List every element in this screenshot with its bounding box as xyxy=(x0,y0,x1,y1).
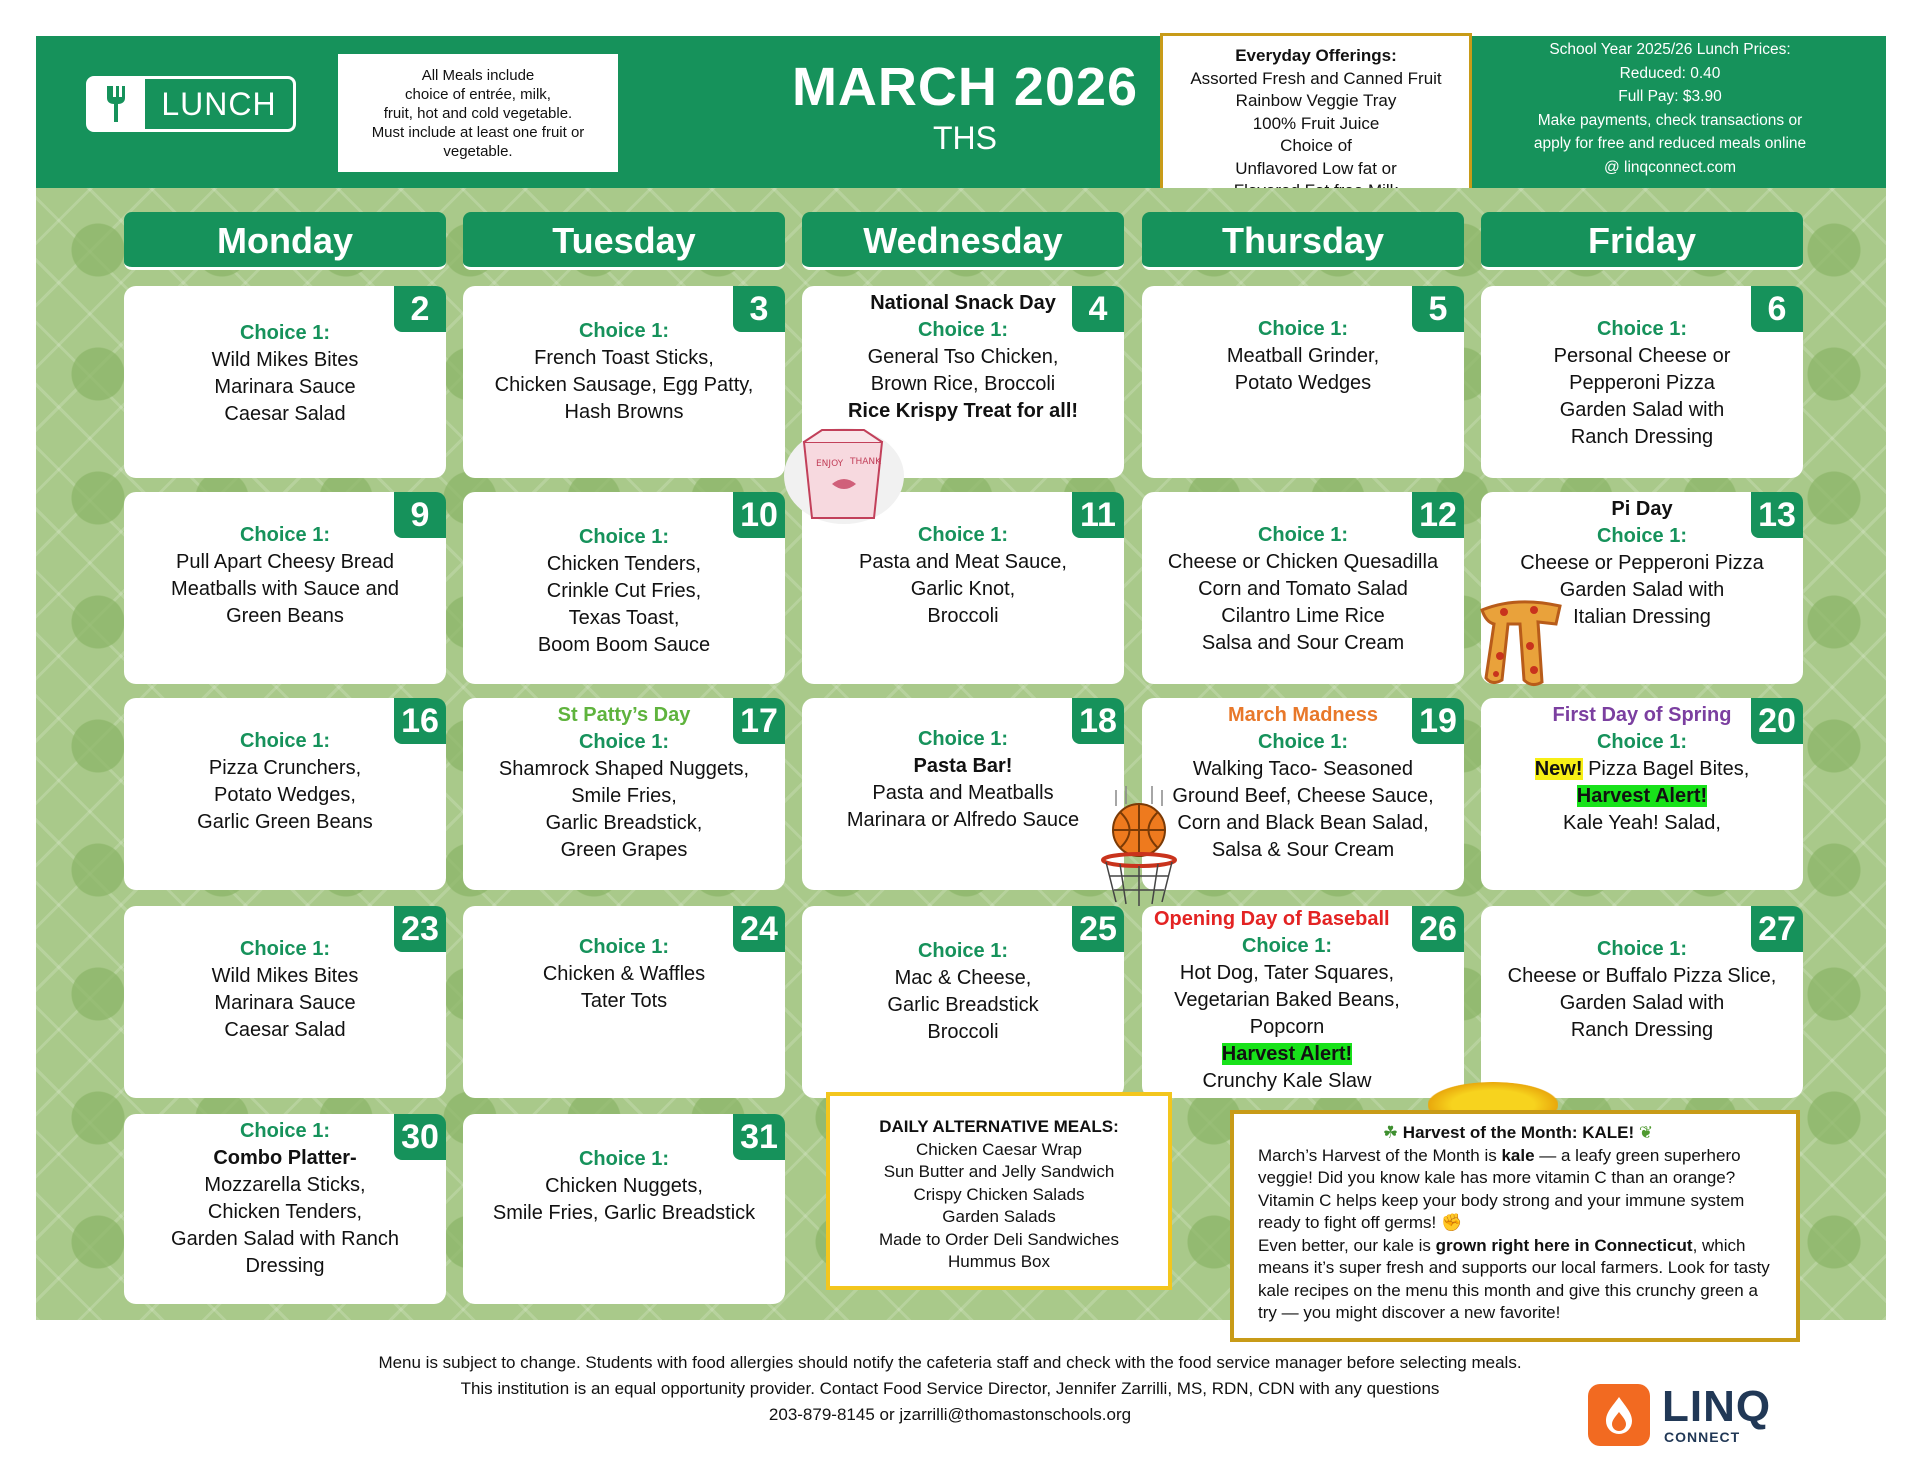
menu-line: Dressing xyxy=(245,1255,325,1277)
menu-line-bold: Pasta Bar! xyxy=(913,755,1013,777)
footer-line: Menu is subject to change. Students with food allergies should notify the cafeteria staff and check with the food service manager before selecting meals. xyxy=(378,1353,1522,1372)
calendar-day xyxy=(1142,286,1464,478)
choice-label: Choice 1: xyxy=(1257,524,1349,546)
choice-label: Choice 1: xyxy=(917,524,1009,546)
day-number: 9 xyxy=(394,492,446,538)
harvest-of-month-box xyxy=(1230,1110,1800,1342)
choice-label: Choice 1: xyxy=(578,936,670,958)
menu-line: Pull Apart Cheesy Bread xyxy=(176,551,394,573)
meals-note-line: All Meals include xyxy=(421,67,535,84)
meals-note-line: Must include at least one fruit or xyxy=(371,124,585,141)
menu-line: Green Grapes xyxy=(560,839,688,861)
menu-line: Pasta and Meatballs xyxy=(872,782,1054,804)
menu-line: Salsa and Sour Cream xyxy=(1201,632,1405,654)
choice-label: Choice 1: xyxy=(917,940,1009,962)
lunch-prices xyxy=(1480,38,1860,179)
menu-line: Marinara Sauce xyxy=(214,376,356,398)
alternative-item: Crispy Chicken Salads xyxy=(913,1184,1085,1204)
alternatives-heading: DAILY ALTERNATIVE MEALS: xyxy=(879,1117,1119,1136)
menu-line: Ranch Dressing xyxy=(1570,426,1714,448)
weekday-friday: Friday xyxy=(1481,212,1803,270)
fork-icon xyxy=(89,79,145,129)
prices-link[interactable]: @ linqconnect.com xyxy=(1603,158,1737,176)
menu-line: Garlic Breadstick xyxy=(887,994,1039,1016)
prices-line: School Year 2025/26 Lunch Prices: xyxy=(1549,41,1791,58)
menu-line: Potato Wedges xyxy=(1234,372,1372,394)
menu-line: Pepperoni Pizza xyxy=(1569,372,1715,394)
menu-line: Corn and Black Bean Salad, xyxy=(1177,812,1429,834)
menu-line: Meatball Grinder, xyxy=(1226,345,1380,367)
meals-note-line: fruit, hot and cold vegetable. xyxy=(383,105,573,122)
choice-label: Choice 1: xyxy=(239,322,331,344)
menu-line: Tater Tots xyxy=(580,990,668,1012)
everyday-line: 100% Fruit Juice xyxy=(1252,113,1380,133)
day-number: 4 xyxy=(1072,286,1124,332)
everyday-line: Choice of xyxy=(1280,136,1352,155)
menu-line: Ground Beef, Cheese Sauce, xyxy=(1172,785,1434,807)
menu-line: French Toast Sticks, xyxy=(534,347,714,369)
pizza-pi-icon xyxy=(1476,596,1564,690)
special-day-label: St Patty’s Day xyxy=(557,704,691,726)
special-day-label: March Madness xyxy=(1227,704,1379,726)
calendar-day xyxy=(1142,698,1464,890)
choice-label: Choice 1: xyxy=(239,1120,331,1142)
menu-line: Smile Fries, xyxy=(571,785,677,807)
harvest-alert-tag: Harvest Alert! xyxy=(1576,785,1708,807)
menu-line: Garlic Green Beans xyxy=(197,811,373,833)
menu-line: Cheese or Chicken Quesadilla xyxy=(1167,551,1439,573)
day-number: 10 xyxy=(733,492,785,538)
special-day-label: Pi Day xyxy=(1611,498,1673,520)
menu-line: Ranch Dressing xyxy=(1570,1019,1714,1041)
everyday-offerings-box xyxy=(1160,33,1472,209)
choice-label: Choice 1: xyxy=(917,319,1009,341)
svg-text:THANK: THANK xyxy=(850,457,882,467)
special-day-label: First Day of Spring xyxy=(1552,704,1732,726)
calendar-day xyxy=(1481,698,1803,890)
day-number: 13 xyxy=(1751,492,1803,538)
choice-label: Choice 1: xyxy=(1596,318,1688,340)
choice-label: Choice 1: xyxy=(917,728,1009,750)
page-title xyxy=(750,56,1180,157)
menu-line: Vegetarian Baked Beans, xyxy=(1174,989,1400,1011)
calendar-day xyxy=(124,1114,446,1304)
menu-line: Texas Toast, xyxy=(568,607,680,629)
meals-note-box xyxy=(334,50,622,176)
choice-label: Choice 1: xyxy=(578,1148,670,1170)
menu-line: Pasta and Meat Sauce, xyxy=(859,551,1067,573)
everyday-line: Unflavored Low fat or xyxy=(1235,158,1397,178)
alternative-item: Sun Butter and Jelly Sandwich xyxy=(883,1162,1115,1181)
day-number: 18 xyxy=(1072,698,1124,744)
school-subtitle: THS xyxy=(933,120,997,156)
everyday-line: Rainbow Veggie Tray xyxy=(1235,91,1397,110)
calendar-day xyxy=(124,492,446,684)
menu-line: Kale Yeah! Salad, xyxy=(1563,812,1721,834)
menu-line: Garlic Breadstick, xyxy=(545,812,703,834)
choice-label: Choice 1: xyxy=(1241,935,1333,957)
menu-line: Cheese or Pepperoni Pizza xyxy=(1520,552,1764,574)
seedling-icon: ☘ xyxy=(1382,1123,1399,1142)
menu-line: Chicken Nuggets, xyxy=(545,1175,703,1197)
menu-line: Meatballs with Sauce and xyxy=(171,578,399,600)
day-number: 30 xyxy=(394,1114,446,1160)
day-number: 23 xyxy=(394,906,446,952)
menu-line: Caesar Salad xyxy=(224,1019,346,1041)
new-tag: New! xyxy=(1534,758,1583,780)
calendar-day xyxy=(1142,906,1464,1098)
alternative-item: Made to Order Deli Sandwiches xyxy=(878,1229,1119,1249)
linq-connect-logo xyxy=(1588,1380,1818,1450)
kale-icon: ❦ xyxy=(1638,1123,1654,1142)
takeout-box-icon xyxy=(782,424,906,526)
menu-line: Garden Salad with xyxy=(1559,579,1725,601)
day-number: 31 xyxy=(733,1114,785,1160)
calendar-day xyxy=(124,286,446,478)
brand-name: LINQ xyxy=(1662,1382,1772,1431)
menu-line xyxy=(1481,756,1803,783)
day-number: 25 xyxy=(1072,906,1124,952)
everyday-heading: Everyday Offerings: xyxy=(1235,46,1397,65)
weekday-wednesday: Wednesday xyxy=(802,212,1124,270)
choice-label: Choice 1: xyxy=(239,524,331,546)
calendar-day xyxy=(802,698,1124,890)
menu-line: Garden Salad with xyxy=(1559,399,1725,421)
menu-line: Crinkle Cut Fries, xyxy=(546,580,702,602)
day-number: 5 xyxy=(1412,286,1464,332)
menu-line: Caesar Salad xyxy=(224,403,346,425)
calendar-day xyxy=(124,698,446,890)
choice-label: Choice 1: xyxy=(1257,731,1349,753)
day-number: 6 xyxy=(1751,286,1803,332)
day-number: 20 xyxy=(1751,698,1803,744)
menu-line: Crunchy Kale Slaw xyxy=(1202,1070,1372,1092)
brand-tagline: CONNECT xyxy=(1664,1429,1741,1445)
menu-line: Mozzarella Sticks, xyxy=(204,1174,366,1196)
menu-line: Personal Cheese or xyxy=(1553,345,1731,367)
weekday-monday: Monday xyxy=(124,212,446,270)
choice-label: Choice 1: xyxy=(1257,318,1349,340)
menu-line: Italian Dressing xyxy=(1573,606,1711,628)
day-number: 24 xyxy=(733,906,785,952)
day-number: 16 xyxy=(394,698,446,744)
day-number: 26 xyxy=(1412,906,1464,952)
menu-line: Hot Dog, Tater Squares, xyxy=(1179,962,1395,984)
flame-icon xyxy=(1588,1384,1650,1446)
menu-line: Garden Salad with Ranch xyxy=(171,1228,399,1250)
footer-notice xyxy=(260,1350,1640,1428)
calendar-day xyxy=(1142,492,1464,684)
menu-line: Broccoli xyxy=(927,605,999,627)
menu-line: Pizza Crunchers, xyxy=(208,757,362,779)
menu-line: Chicken Sausage, Egg Patty, xyxy=(494,374,754,396)
prices-line: apply for free and reduced meals online xyxy=(1533,135,1807,152)
daily-alternatives-box xyxy=(826,1092,1172,1290)
alternative-item: Chicken Caesar Wrap xyxy=(916,1139,1082,1159)
harvest-paragraph-2: Even better, our kale is grown right here in Connecticut, which means it’s super fresh and supports our local farmers. Look for tasty kale recipes on the menu this month and give this crunchy green a try — you might discover a new favorite! xyxy=(1258,1235,1770,1322)
flexed-arm-icon: ✊ xyxy=(1441,1213,1463,1232)
calendar-day xyxy=(463,286,785,478)
weekday-thursday: Thursday xyxy=(1142,212,1464,270)
menu-line: Chicken Tenders, xyxy=(546,553,702,575)
choice-label: Choice 1: xyxy=(1596,731,1688,753)
calendar-day xyxy=(463,698,785,890)
menu-line: Popcorn xyxy=(1249,1016,1325,1038)
month-title: MARCH 2026 xyxy=(791,57,1139,117)
harvest-heading: Harvest of the Month: KALE! xyxy=(1402,1123,1635,1142)
everyday-line: Assorted Fresh and Canned Fruit xyxy=(1190,68,1442,88)
menu-line: Salsa & Sour Cream xyxy=(1211,839,1395,861)
calendar-day xyxy=(463,492,785,684)
special-day-label: National Snack Day xyxy=(870,292,1056,314)
menu-line: Walking Taco- Seasoned xyxy=(1192,758,1414,780)
menu-line: Broccoli xyxy=(927,1021,999,1043)
basketball-hoop-icon xyxy=(1098,786,1180,910)
day-number: 11 xyxy=(1072,492,1124,538)
menu-line: Wild Mikes Bites xyxy=(211,349,359,371)
calendar-day xyxy=(124,906,446,1098)
lunch-logo xyxy=(86,76,296,132)
menu-line-bold: Rice Krispy Treat for all! xyxy=(847,400,1079,422)
footer-line: This institution is an equal opportunity provider. Contact Food Service Director, Jennifer Zarrilli, MS, RDN, CDN with any questions xyxy=(460,1379,1440,1398)
day-number: 2 xyxy=(394,286,446,332)
menu-line: Chicken Tenders, xyxy=(207,1201,363,1223)
menu-line: Potato Wedges, xyxy=(214,784,356,806)
prices-line: Make payments, check transactions or xyxy=(1537,111,1803,129)
harvest-paragraph-1: March’s Harvest of the Month is kale — a leafy green superhero veggie! Did you know kale has more vitamin C than an orange? Vitamin C helps keep your body strong and your immune system ready to fight off germs! ✊ xyxy=(1258,1145,1745,1232)
menu-line: Garden Salad with xyxy=(1559,992,1725,1014)
calendar-day xyxy=(463,1114,785,1304)
choice-label: Choice 1: xyxy=(578,320,670,342)
menu-line: Cilantro Lime Rice xyxy=(1221,605,1385,627)
choice-label: Choice 1: xyxy=(239,730,331,752)
menu-line: Smile Fries, Garlic Breadstick xyxy=(492,1202,756,1224)
choice-label: Choice 1: xyxy=(578,731,670,753)
harvest-heading-row xyxy=(1258,1122,1778,1145)
day-number: 27 xyxy=(1751,906,1803,952)
calendar-day xyxy=(1481,286,1803,478)
choice-label: Choice 1: xyxy=(578,526,670,548)
menu-line: General Tso Chicken, xyxy=(867,346,1059,368)
menu-line: Chicken & Waffles xyxy=(542,963,706,985)
harvest-alert-tag: Harvest Alert! xyxy=(1221,1043,1353,1065)
meals-note-line: choice of entrée, milk, xyxy=(405,86,551,103)
menu-line: Shamrock Shaped Nuggets, xyxy=(498,758,750,780)
choice-label: Choice 1: xyxy=(1596,938,1688,960)
menu-line: Boom Boom Sauce xyxy=(537,634,711,656)
choice-label: Choice 1: xyxy=(1596,525,1688,547)
menu-line: Marinara Sauce xyxy=(214,992,356,1014)
menu-line: Marinara or Alfredo Sauce xyxy=(846,809,1080,831)
new-item-text: Pizza Bagel Bites, xyxy=(1582,758,1750,780)
menu-line: Green Beans xyxy=(226,605,344,627)
meals-note-line: vegetable. xyxy=(443,143,513,160)
prices-line: Reduced: 0.40 xyxy=(1619,64,1721,82)
prices-line: Full Pay: $3.90 xyxy=(1618,88,1722,105)
menu-line: Corn and Tomato Salad xyxy=(1198,578,1408,600)
svg-text:ENJOY: ENJOY xyxy=(816,459,844,469)
weekday-tuesday: Tuesday xyxy=(463,212,785,270)
alternative-item: Hummus Box xyxy=(947,1252,1051,1271)
calendar-day xyxy=(1481,906,1803,1098)
calendar-day xyxy=(463,906,785,1098)
day-number: 3 xyxy=(733,286,785,332)
menu-line: Mac & Cheese, xyxy=(894,967,1032,989)
day-number: 19 xyxy=(1412,698,1464,744)
menu-line: Wild Mikes Bites xyxy=(211,965,359,987)
choice-label: Choice 1: xyxy=(239,938,331,960)
footer-contact[interactable]: 203-879-8145 or jzarrilli@thomastonschools.org xyxy=(768,1405,1132,1424)
menu-line: Hash Browns xyxy=(564,401,684,423)
calendar-day xyxy=(802,906,1124,1098)
menu-line-bold: Combo Platter- xyxy=(213,1147,357,1169)
alternative-item: Garden Salads xyxy=(942,1207,1056,1226)
day-number: 17 xyxy=(733,698,785,744)
day-number: 12 xyxy=(1412,492,1464,538)
lunch-label: LUNCH xyxy=(161,85,277,122)
special-day-label: Opening Day of Baseball xyxy=(1154,908,1390,930)
menu-line: Garlic Knot, xyxy=(910,578,1016,600)
menu-line: Brown Rice, Broccoli xyxy=(870,373,1056,395)
menu-line: Cheese or Buffalo Pizza Slice, xyxy=(1507,965,1777,987)
